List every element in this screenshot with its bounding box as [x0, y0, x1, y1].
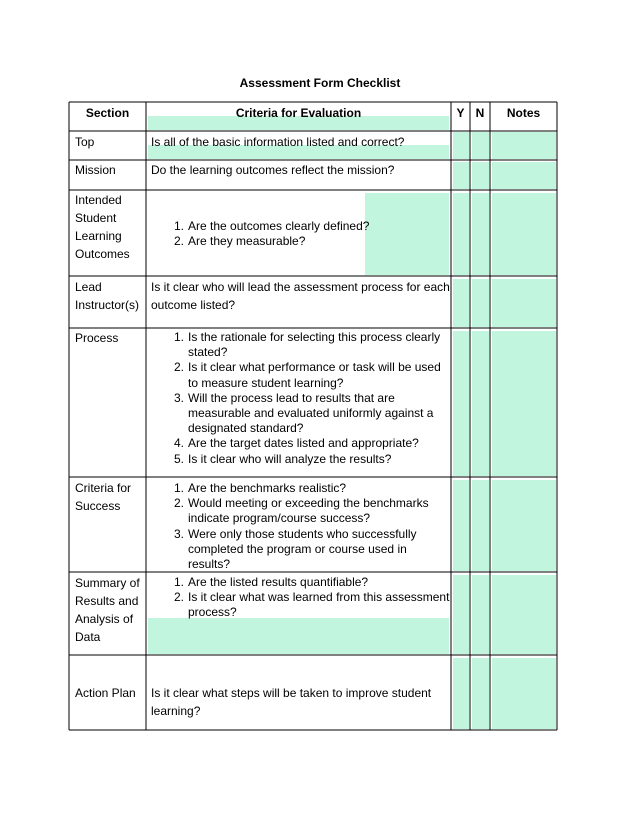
list-item: 2. Would meeting or exceeding the benchmarks indicate program/course success?	[173, 496, 429, 526]
list-item: 2. Are they measurable?	[173, 234, 306, 249]
notes-field[interactable]	[492, 480, 556, 571]
notes-field[interactable]	[492, 279, 556, 327]
list-item: 3. Were only those students who successfully completed the program or course used in results?	[173, 526, 417, 572]
no-field[interactable]	[472, 132, 489, 159]
section-line: Lead	[75, 280, 102, 294]
row-action-section: Action Plan	[75, 686, 136, 700]
header-section: Section	[85, 106, 130, 120]
list-item: 2. Is it clear what performance or task will be used to measure student learning?	[173, 360, 441, 390]
header-yes: Y	[456, 106, 465, 120]
row-top-criteria: Is all of the basic information listed and correct?	[151, 135, 405, 149]
list-item: 4. Are the target dates listed and appropriate?	[173, 436, 419, 451]
section-line: Intended	[75, 193, 122, 207]
no-field[interactable]	[472, 480, 489, 571]
list-item: 1. Are the benchmarks realistic?	[173, 481, 347, 495]
section-line: Instructor(s)	[75, 298, 140, 312]
list-item: 1. Is the rationale for selecting this process clearly stated?	[173, 330, 441, 360]
notes-field[interactable]	[492, 575, 556, 654]
list-item: 2. Is it clear what was learned from this assessment process?	[173, 590, 450, 620]
no-field[interactable]	[472, 575, 489, 654]
document-title: Assessment Form Checklist	[239, 76, 401, 90]
list-item: 1. Are the outcomes clearly defined?	[173, 219, 370, 233]
header-notes: Notes	[506, 106, 541, 120]
header-criteria: Criteria for Evaluation	[235, 106, 362, 120]
section-line: Success	[75, 499, 121, 513]
row-mission-section: Mission	[75, 163, 116, 177]
yes-field[interactable]	[453, 575, 469, 654]
section-line: Student	[75, 211, 117, 225]
notes-field[interactable]	[492, 162, 556, 189]
row-process-criteria-list	[150, 330, 450, 467]
row-top-section: Top	[75, 135, 95, 149]
row-outcomes-criteria-list	[150, 219, 390, 249]
list-item: 3. Will the process lead to results that are measurable and evaluated uniformly against a designated standard?	[173, 390, 434, 436]
row-success-criteria-list	[150, 481, 450, 572]
criteria-form-field[interactable]	[148, 618, 449, 654]
row-summary-criteria-list	[150, 575, 450, 621]
section-line: Summary of	[75, 576, 140, 590]
yes-field[interactable]	[453, 193, 469, 275]
header-no: N	[475, 106, 485, 120]
row-mission-criteria: Do the learning outcomes reflect the mission?	[151, 163, 395, 177]
no-field[interactable]	[472, 658, 489, 729]
yes-field[interactable]	[453, 279, 469, 327]
row-lead-section	[75, 278, 139, 314]
notes-field[interactable]	[492, 193, 556, 275]
row-process-section: Process	[75, 331, 119, 345]
yes-field[interactable]	[453, 331, 469, 476]
list-item: 5. Is it clear who will analyze the results?	[173, 451, 392, 466]
row-success-section	[75, 479, 131, 515]
no-field[interactable]	[472, 193, 489, 275]
yes-field[interactable]	[453, 132, 469, 159]
no-field[interactable]	[472, 162, 489, 189]
yes-field[interactable]	[453, 162, 469, 189]
notes-field[interactable]	[492, 132, 556, 159]
section-line: Learning	[75, 229, 122, 243]
notes-field[interactable]	[492, 331, 556, 476]
row-summary-section	[75, 574, 140, 646]
section-line: Criteria for	[75, 481, 132, 495]
section-line: Analysis of	[75, 612, 134, 626]
notes-field[interactable]	[492, 658, 556, 729]
section-line: Results and	[75, 594, 139, 608]
row-action-criteria: Is it clear what steps will be taken to improve student learning?	[151, 686, 432, 718]
section-line: Data	[75, 630, 101, 644]
yes-field[interactable]	[453, 480, 469, 571]
row-lead-criteria: Is it clear who will lead the assessment process for each outcome listed?	[151, 280, 450, 312]
no-field[interactable]	[472, 279, 489, 327]
section-line: Outcomes	[75, 247, 130, 261]
no-field[interactable]	[472, 331, 489, 476]
yes-field[interactable]	[453, 658, 469, 729]
row-outcomes-section	[75, 191, 130, 263]
list-item: 1. Are the listed results quantifiable?	[173, 575, 369, 589]
